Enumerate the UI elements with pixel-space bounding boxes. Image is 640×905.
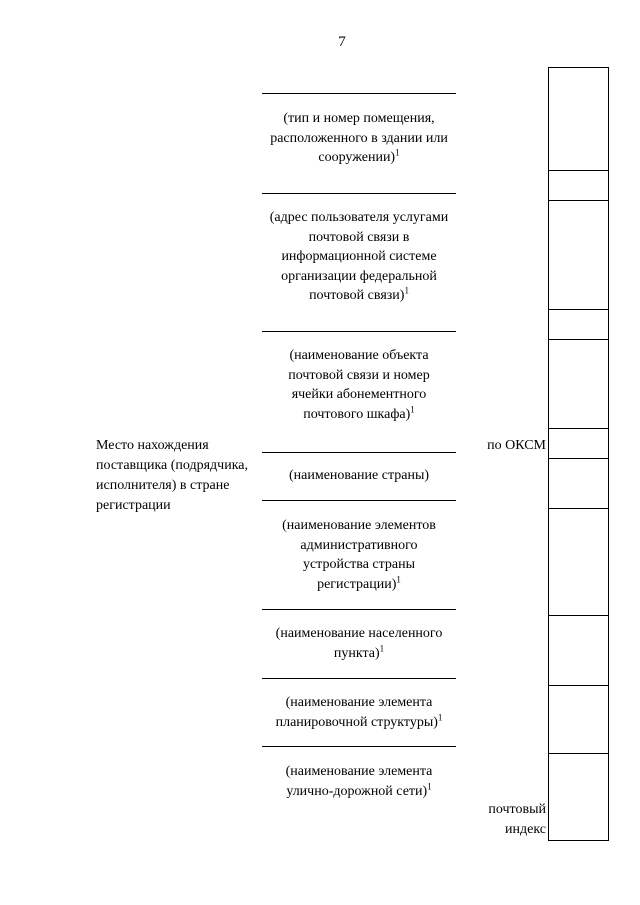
postal-object-field-line[interactable]: [262, 331, 456, 332]
footnote-mark: 1: [427, 780, 432, 791]
locality-code-box[interactable]: [548, 615, 609, 686]
footnote-mark: 1: [437, 711, 443, 722]
caption-line: (наименование населенного: [275, 626, 443, 641]
postal-index-box[interactable]: [548, 753, 609, 841]
oksm-label: по ОКСМ: [487, 438, 546, 453]
caption-line: (тип и номер помещения,: [283, 111, 435, 126]
code-box[interactable]: [548, 170, 609, 201]
caption-text: почтового шкафа): [303, 406, 411, 422]
code-box[interactable]: [548, 309, 609, 340]
country-caption: [256, 466, 462, 486]
footnote-mark: 1: [410, 403, 415, 414]
locality-caption: [256, 624, 462, 663]
postal-user-code-box[interactable]: [548, 200, 609, 310]
caption-line: [256, 575, 462, 595]
caption-text: регистрации): [317, 576, 397, 592]
caption-line: (наименование страны): [288, 468, 430, 483]
street-caption: [256, 762, 462, 801]
supplier-location-label: Место нахождения поставщика (подрядчика, исполнителя) в стране регистрации: [96, 438, 249, 513]
admin-units-field-line[interactable]: [262, 500, 456, 501]
footnote-mark: 1: [395, 147, 400, 158]
caption-line: [256, 782, 462, 802]
street-field-line[interactable]: [262, 746, 456, 747]
caption-text: сооружении): [318, 150, 396, 165]
caption-text: почтовой связи): [309, 288, 405, 303]
planning-code-box[interactable]: [548, 685, 609, 754]
caption-line: [256, 148, 462, 168]
postal-user-field-line[interactable]: [262, 193, 456, 194]
caption-line: (наименование элемента: [285, 695, 433, 710]
postal-object-caption: [256, 346, 462, 424]
page-number: 7: [338, 34, 346, 50]
footnote-mark: 1: [404, 285, 409, 296]
caption-line: ячейки абонементного: [291, 387, 427, 402]
caption-line: (наименование элементов: [282, 518, 436, 533]
caption-line: [256, 644, 462, 664]
caption-line: почтовой связи в: [308, 229, 410, 245]
caption-line: [256, 405, 462, 425]
country-field-line[interactable]: [262, 452, 456, 453]
oksm-code-box[interactable]: [548, 428, 609, 459]
postal-index-label-line: индекс: [505, 822, 546, 837]
caption-line: [256, 286, 462, 306]
caption-line: (адрес пользователя услугами: [269, 210, 449, 225]
planning-field-line[interactable]: [262, 678, 456, 679]
premises-code-box[interactable]: [548, 67, 609, 171]
postal-index-label: [470, 800, 546, 840]
premises-caption: [256, 109, 462, 168]
caption-line: расположенного в здании или: [270, 130, 448, 146]
locality-field-line[interactable]: [262, 609, 456, 610]
caption-line: [256, 713, 462, 733]
caption-line: информационной системе: [281, 249, 437, 264]
caption-line: административного: [300, 537, 418, 553]
postal-user-caption: [256, 208, 462, 306]
caption-line: организации федеральной: [281, 268, 437, 284]
country-code-box[interactable]: [548, 458, 609, 509]
footnote-mark: 1: [396, 573, 401, 584]
planning-caption: [256, 693, 462, 732]
footnote-mark: 1: [379, 642, 385, 653]
caption-line: почтовой связи и номер: [288, 367, 430, 383]
caption-line: (наименование объекта: [289, 348, 429, 363]
caption-text: пункта): [333, 645, 380, 661]
caption-line: устройства страны: [302, 557, 416, 572]
admin-units-caption: [256, 516, 462, 594]
admin-units-code-box[interactable]: [548, 508, 609, 616]
premises-field-line[interactable]: [262, 93, 456, 94]
caption-text: улично-дорожной сети): [286, 783, 428, 799]
postal-object-code-box[interactable]: [548, 339, 609, 429]
caption-line: (наименование элемента: [285, 764, 433, 779]
postal-index-label-line: почтовый: [488, 802, 546, 817]
caption-text: планировочной структуры): [275, 714, 438, 730]
